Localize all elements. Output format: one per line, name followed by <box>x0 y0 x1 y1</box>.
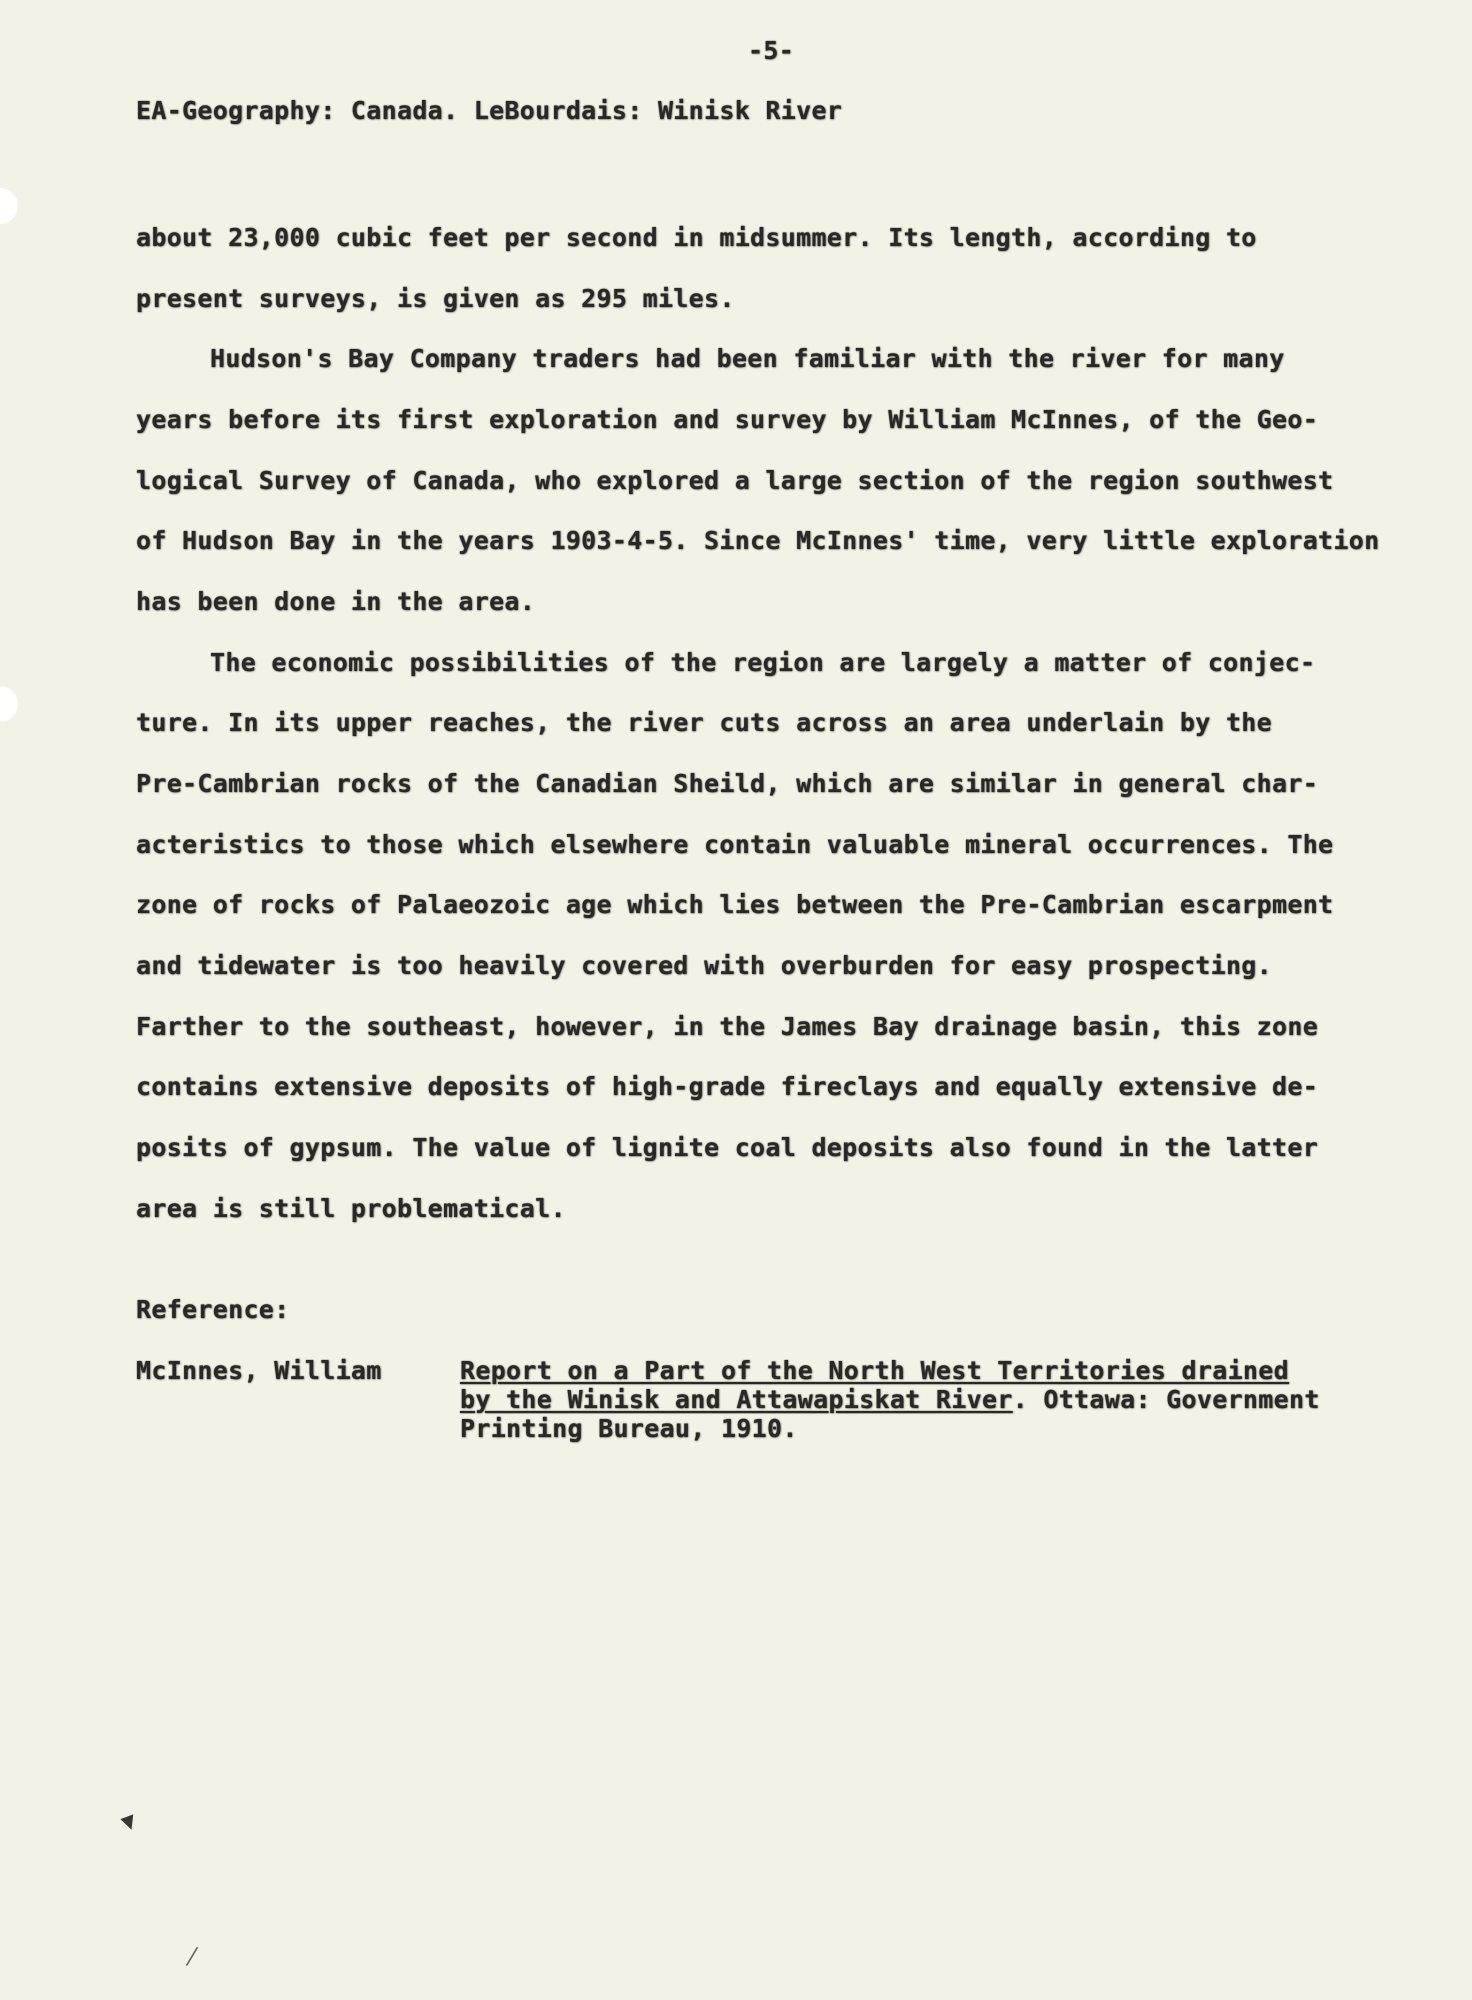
reference-title-line-1: Report on a Part of the North West Territories drained <box>460 1356 1289 1385</box>
body-line: and tidewater is too heavily covered with overburden for easy prospecting. <box>136 951 1272 980</box>
stray-mark: ▼ <box>118 1810 140 1835</box>
body-line: Farther to the southeast, however, in the James Bay drainage basin, this zone <box>136 1012 1319 1041</box>
punch-hole <box>0 188 18 224</box>
body-line: present surveys, is given as 295 miles. <box>136 284 735 313</box>
page-number: -5- <box>748 36 795 65</box>
body-line: acteristics to those which elsewhere contain valuable mineral occurrences. The <box>136 830 1334 859</box>
reference-publisher-line-3: Printing Bureau, 1910. <box>460 1414 798 1443</box>
body-line: posits of gypsum. The value of lignite coal deposits also found in the latter <box>136 1133 1319 1162</box>
stray-mark: ⁄ <box>190 1943 195 1971</box>
punch-hole <box>0 686 18 722</box>
body-line: years before its first exploration and survey by William McInnes, of the Geo- <box>136 405 1319 434</box>
reference-title-line-2: by the Winisk and Attawapiskat River <box>460 1385 1013 1414</box>
body-line: logical Survey of Canada, who explored a large section of the region southwest <box>136 466 1334 495</box>
body-line: has been done in the area. <box>136 587 536 616</box>
reference-title-line-2-row <box>460 1385 1320 1414</box>
body-line: The economic possibilities of the region are largely a matter of conjec- <box>210 648 1316 677</box>
body-line: of Hudson Bay in the years 1903-4-5. Since McInnes' time, very little exploration <box>136 526 1380 555</box>
body-line: about 23,000 cubic feet per second in midsummer. Its length, according to <box>136 223 1257 252</box>
document-header: EA-Geography: Canada. LeBourdais: Winisk River <box>136 96 843 125</box>
body-line: contains extensive deposits of high-grade fireclays and equally extensive de- <box>136 1072 1319 1101</box>
reference-publisher-line-2: . Ottawa: Government <box>1012 1385 1320 1414</box>
body-line: zone of rocks of Palaeozoic age which lies between the Pre-Cambrian escarpment <box>136 890 1334 919</box>
reference-heading: Reference: <box>136 1295 290 1324</box>
body-line: Hudson's Bay Company traders had been familiar with the river for many <box>210 344 1285 373</box>
body-line: ture. In its upper reaches, the river cuts across an area underlain by the <box>136 708 1272 737</box>
reference-author: McInnes, William <box>136 1356 382 1385</box>
body-line: Pre-Cambrian rocks of the Canadian Sheild, which are similar in general char- <box>136 769 1319 798</box>
body-line: area is still problematical. <box>136 1194 566 1223</box>
